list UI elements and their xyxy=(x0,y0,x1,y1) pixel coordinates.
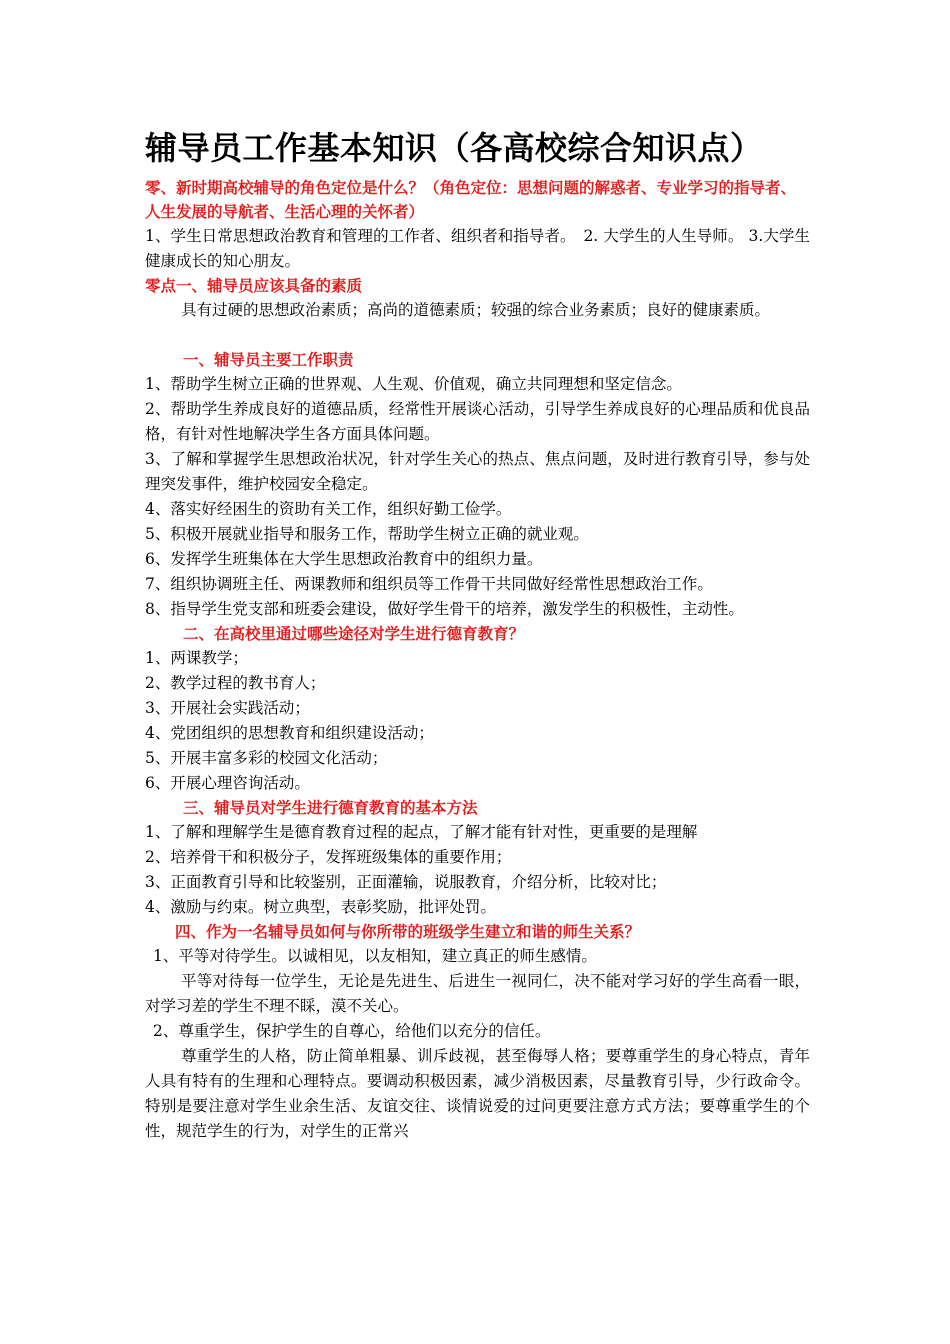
section4-heading: 四、作为一名辅导员如何与你所带的班级学生建立和谐的师生关系？ xyxy=(175,923,641,941)
section2-item: 6、开展心理咨询活动。 xyxy=(145,774,310,792)
section1-item: 5、积极开展就业指导和服务工作，帮助学生树立正确的就业观。 xyxy=(145,525,589,543)
q0-1-heading: 零点一、辅导员应该具备的素质 xyxy=(145,277,363,295)
section2-heading: 二、在高校里通过哪些途径对学生进行德育教育？ xyxy=(183,625,525,643)
blank-line xyxy=(145,323,810,348)
section1-item: 2、帮助学生养成良好的道德品质，经常性开展谈心活动，引导学生养成良好的心理品质和优良品格，有针对性地解决学生各方面具体问题。 xyxy=(145,400,810,443)
section2-item: 4、党团组织的思想教育和组织建设活动； xyxy=(145,724,434,742)
section4-point1-body: 平等对待每一位学生，无论是先进生、后进生一视同仁，决不能对学习好的学生高看一眼，对学习差的学生不理不睬，漠不关心。 xyxy=(145,972,810,1015)
q0-1-answer: 具有过硬的思想政治素质；高尚的道德素质；较强的综合业务素质；良好的健康素质。 xyxy=(181,301,771,319)
section2-item: 3、开展社会实践活动； xyxy=(145,699,310,717)
section1-heading: 一、辅导员主要工作职责 xyxy=(183,351,354,369)
section4-point1-title: 1、平等对待学生。以诚相见，以友相知，建立真正的师生感情。 xyxy=(153,947,597,965)
section1-item: 3、了解和掌握学生思想政治状况，针对学生关心的热点、焦点问题，及时进行教育引导，参与处理突发事件，维护校园安全稳定。 xyxy=(145,450,810,493)
section1-item: 8、指导学生党支部和班委会建设，做好学生骨干的培养，激发学生的积极性，主动性。 xyxy=(145,600,744,618)
section2-item: 2、教学过程的教书育人； xyxy=(145,674,326,692)
section2-item: 5、开展丰富多彩的校园文化活动； xyxy=(145,749,388,767)
section1-item: 7、组织协调班主任、两课教师和组织员等工作骨干共同做好经常性思想政治工作。 xyxy=(145,575,713,593)
section1-item: 6、发挥学生班集体在大学生思想政治教育中的组织力量。 xyxy=(145,550,543,568)
section4-point2-body: 尊重学生的人格，防止简单粗暴、训斥歧视，甚至侮辱人格；要尊重学生的身心特点，青年人具有特有的生理和心理特点。要调动积极因素，减少消极因素，尽量教育引导，少行政命令。特别是要注意对学生业余生活、友谊交往、谈情说爱的过问更要注意方式方法；要尊重学生的个性，规范学生的行为，对学生的正常兴 xyxy=(145,1047,810,1140)
q0-heading: 零、新时期高校辅导的角色定位是什么？（角色定位：思想问题的解惑者、专业学习的指导者、人生发展的导航者、生活心理的关怀者） xyxy=(145,179,797,221)
q0-answer: 1、学生日常思想政治教育和管理的工作者、组织者和指导者。 2. 大学生的人生导师。 3.大学生健康成长的知心朋友。 xyxy=(145,227,810,270)
section3-item: 1、了解和理解学生是德育教育过程的起点，了解才能有针对性，更重要的是理解 xyxy=(145,823,698,841)
section2-item: 1、两课教学； xyxy=(145,649,248,667)
document-title: 辅导员工作基本知识（各高校综合知识点） xyxy=(145,129,763,167)
document-content xyxy=(145,120,810,1144)
section1-item: 4、落实好经困生的资助有关工作，组织好勤工俭学。 xyxy=(145,500,512,518)
section3-item: 4、激励与约束。树立典型，表彰奖励，批评处罚。 xyxy=(145,898,496,916)
section4-point2-title: 2、尊重学生，保护学生的自尊心，给他们以充分的信任。 xyxy=(153,1022,551,1040)
section3-item: 3、正面教育引导和比较鉴别，正面灌输，说服教育，介绍分析，比较对比； xyxy=(145,873,667,891)
section3-heading: 三、辅导员对学生进行德育教育的基本方法 xyxy=(183,799,478,817)
section1-item: 1、帮助学生树立正确的世界观、人生观、价值观，确立共同理想和坚定信念。 xyxy=(145,375,682,393)
section3-item: 2、培养骨干和积极分子，发挥班级集体的重要作用； xyxy=(145,848,512,866)
